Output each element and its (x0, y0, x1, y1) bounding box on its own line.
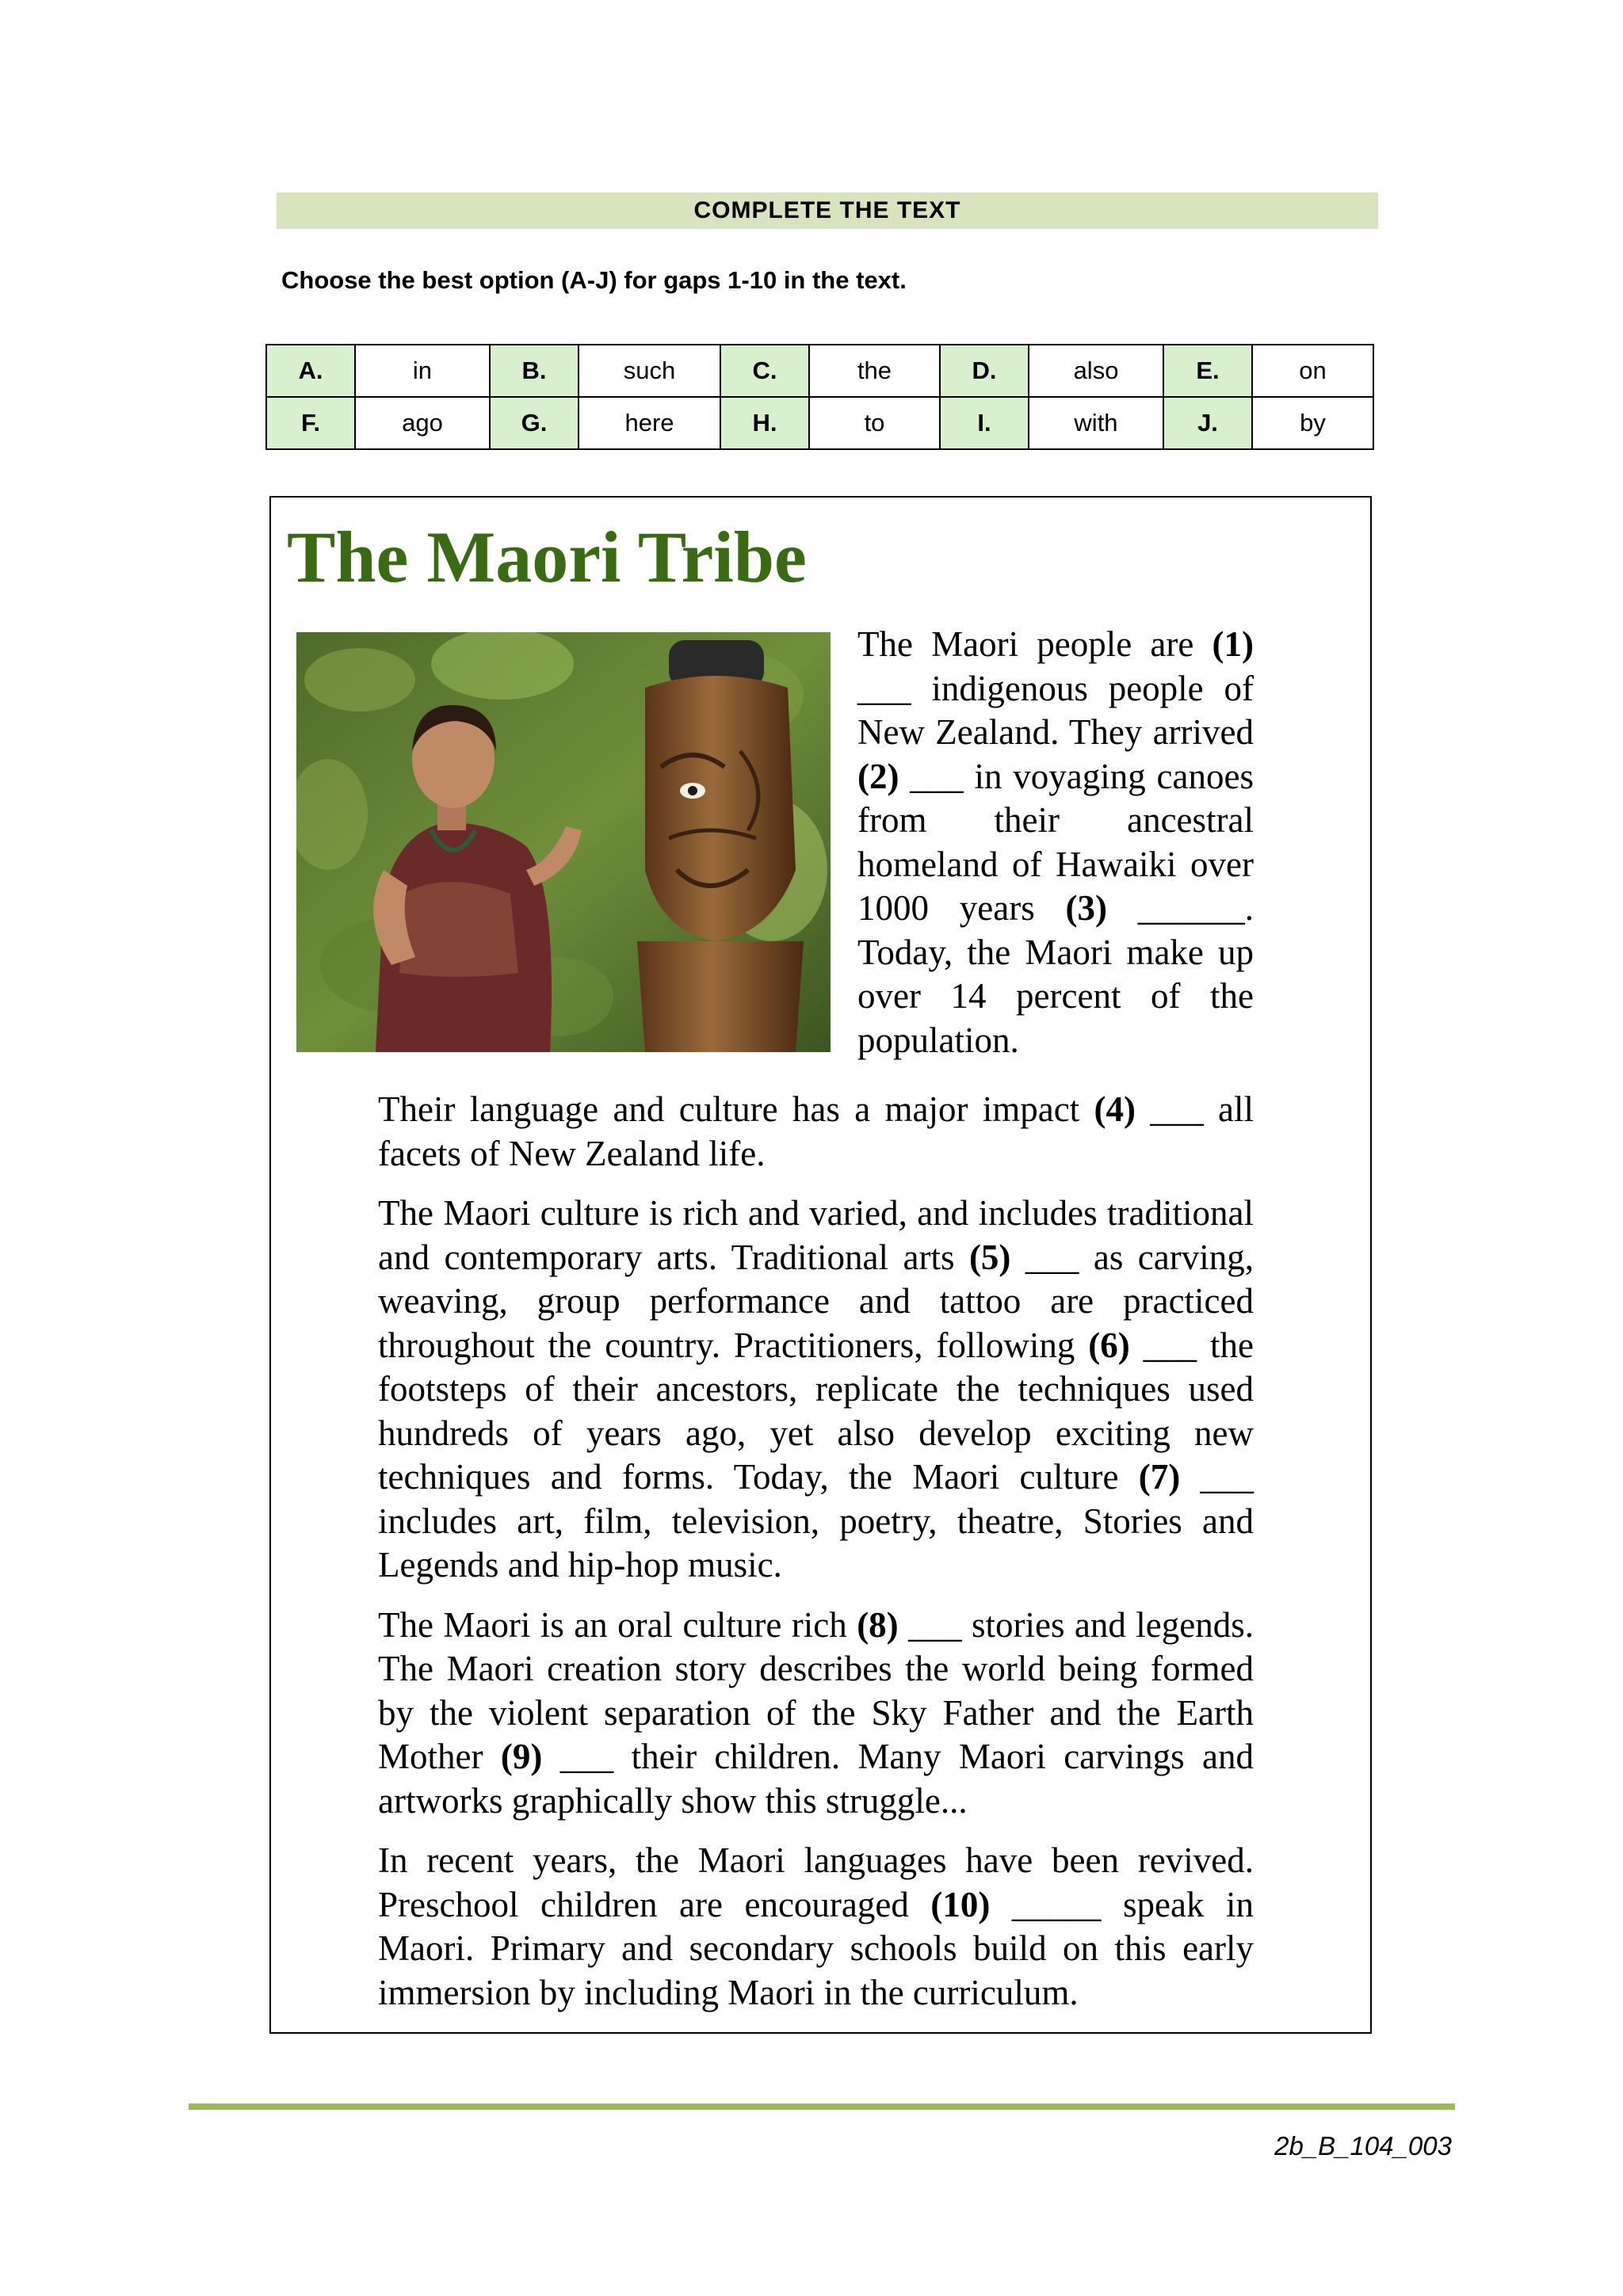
options-table (265, 344, 1374, 450)
option-key: F. (266, 397, 355, 449)
section-header (277, 193, 1378, 229)
gap-number-5: (5) (968, 1237, 1011, 1277)
article-body (378, 1088, 1254, 2031)
options-row (266, 345, 1373, 397)
option-word: by (1252, 397, 1373, 449)
text-span: ___ indigenous people of New Zealand. They arrived (857, 668, 1254, 752)
option-key: G. (490, 397, 579, 449)
text-span: ___ the footsteps of their ancestors, replicate the techniques used hundreds of years ago, yet also develop exciting new techniques and forms. Today, the Maori culture (378, 1325, 1254, 1497)
text-span: ___ as carving, weaving, group performance and tattoo are practiced throughout the country. Practitioners, following (378, 1237, 1254, 1365)
gap-number-1: (1) (1212, 624, 1254, 664)
option-word: in (355, 345, 490, 397)
article-box (269, 496, 1372, 2034)
text-span: Their language and culture has a major impact (378, 1089, 1094, 1129)
gap-number-9: (9) (500, 1737, 543, 1776)
paragraph-2 (378, 1192, 1254, 1588)
maori-photo (296, 632, 831, 1052)
text-span: ___ stories and legends. The Maori creation story describes the world being formed by the violent separation of the Sky Father and the Earth Mother (378, 1604, 1254, 1776)
text-span: ___ includes art, film, television, poetry, theatre, Stories and Legends and hip-hop music. (378, 1457, 1254, 1585)
option-key: I. (940, 397, 1029, 449)
text-span: ___ in voyaging canoes from their ancestral homeland of Hawaiki over 1000 years (857, 756, 1254, 928)
option-key: J. (1163, 397, 1252, 449)
text-span: The Maori is an oral culture rich (378, 1604, 857, 1645)
gap-number-4: (4) (1094, 1089, 1136, 1129)
paragraph-3 (378, 1604, 1254, 1824)
text-span: ___ their children. Many Maori carvings and artworks graphically show this struggle... (378, 1737, 1254, 1821)
option-word: also (1029, 345, 1163, 397)
gap-number-2: (2) (857, 756, 899, 796)
paragraph-1 (378, 1088, 1254, 1176)
option-key: H. (720, 397, 809, 449)
text-span: ___ all facets of New Zealand life. (378, 1089, 1254, 1173)
gap-number-6: (6) (1088, 1325, 1130, 1365)
option-word: the (809, 345, 940, 397)
option-key: D. (940, 345, 1029, 397)
paragraph-4 (378, 1839, 1254, 2015)
gap-number-7: (7) (1138, 1457, 1181, 1497)
gap-number-3: (3) (1065, 888, 1107, 928)
option-key: B. (490, 345, 579, 397)
gap-number-8: (8) (857, 1604, 899, 1645)
text-span: ______. Today, the Maori make up over 14 percent of the population. (857, 888, 1254, 1060)
option-word: here (579, 397, 720, 449)
text-span: The Maori people are (857, 624, 1212, 664)
option-key: A. (266, 345, 355, 397)
footer-divider (189, 2103, 1455, 2110)
article-title: The Maori Tribe (287, 517, 807, 597)
option-key: C. (720, 345, 809, 397)
option-word: ago (355, 397, 490, 449)
option-word: to (809, 397, 940, 449)
option-word: on (1252, 345, 1373, 397)
option-word: such (579, 345, 720, 397)
text-span: In recent years, the Maori languages have been revived. Preschool children are encouraged (378, 1840, 1254, 1924)
section-title: COMPLETE THE TEXT (693, 197, 961, 223)
intro-paragraph (857, 623, 1254, 1062)
text-span: The Maori culture is rich and varied, and includes traditional and contemporary arts. Traditional arts (378, 1193, 1254, 1277)
gap-number-10: (10) (930, 1884, 991, 1924)
document-code: 2b_B_104_003 (1274, 2131, 1452, 2161)
text-span: _____ speak in Maori. Primary and secondary schools build on this early immersion by including Maori in the curriculum. (378, 1884, 1254, 2012)
option-key: E. (1163, 345, 1252, 397)
instruction-text: Choose the best option (A-J) for gaps 1-10 in the text. (281, 266, 907, 294)
option-word: with (1029, 397, 1163, 449)
options-row (266, 397, 1373, 449)
